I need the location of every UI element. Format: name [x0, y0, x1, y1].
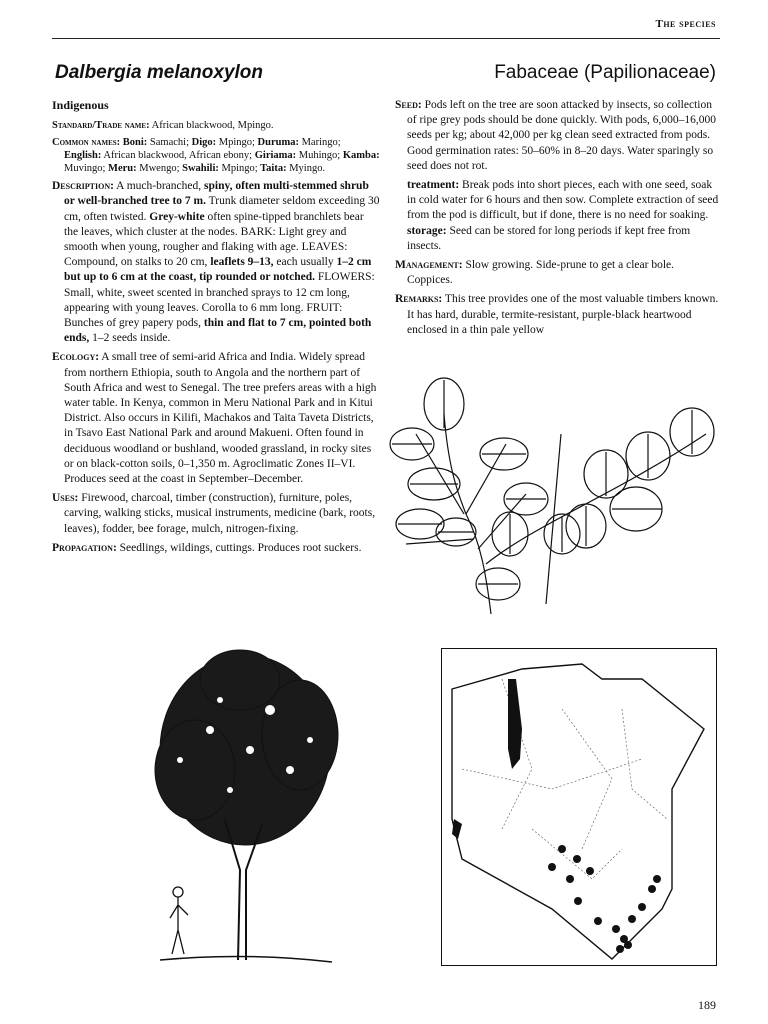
description-text: FLOWERS: Small, white, sweet scented in branched sprays to 12 cm long, appearing with young leaves. Corolla to 6 mm long. FRUIT: Bunches of grey papery pods, [64, 271, 375, 330]
description-text: Trunk diameter seldom exceeding 30 cm, often twisted. [64, 195, 380, 223]
lang-names: Muhingo; [296, 150, 341, 162]
lang-label: Kamba: [340, 150, 380, 162]
propagation-label: Propagation: [52, 541, 117, 554]
page-number: 189 [698, 998, 716, 1012]
kenya-map [442, 649, 716, 965]
lang-label: Boni: [120, 137, 148, 149]
seed-label: Seed: [395, 99, 422, 111]
description-bold: thin and flat to 7 cm, pointed both ends, [64, 317, 372, 345]
lang-names: African blackwood, African ebony; [101, 150, 253, 162]
management-entry [395, 258, 720, 288]
lang-label: Taita: [257, 163, 287, 175]
uses-label: Uses: [52, 492, 79, 505]
lang-label: Giriama: [252, 150, 297, 162]
description-text: A much-branched, [113, 180, 204, 193]
description-bold: Grey-white [149, 210, 205, 223]
leaflet [504, 483, 548, 515]
occurrence-points [548, 845, 661, 953]
leaflet [544, 514, 580, 554]
lang-names: Mpingo; [218, 163, 258, 175]
description-text: often spine-tipped branchlets bear the leaves, which cluster at the nodes. BARK: Light grey and smooth when young, rougher and flaking with age. LEAVES: Compound, on stalks to 20 cm, [64, 210, 364, 269]
leaflet [436, 518, 476, 546]
tree-illustration [150, 640, 340, 980]
distribution-map [441, 648, 717, 966]
storage-label: storage: [407, 224, 447, 237]
leaflet [424, 378, 464, 430]
human-figure [170, 887, 188, 954]
treatment-label: treatment: [407, 179, 460, 192]
description-bold: 1–2 cm but up to 6 cm at the coast, tip rounded or notched. [64, 256, 372, 284]
seed-text: Pods left on the tree are soon attacked by insects, so collection of ripe grey pods should be done quickly. With pods, 6,000–16,000 seeds per kg; about 42,000 per kg clean seed extracted from pods. Good germination rates: 50–60% in 8–20 days. Water sparingly so seed does not rot. [407, 99, 717, 172]
leaflet [566, 504, 606, 548]
uses-entry [52, 491, 380, 537]
ecology-label: Ecology: [52, 351, 100, 364]
leaflet [610, 487, 662, 531]
leaflet [390, 428, 434, 460]
leaf-branch-illustration [386, 374, 722, 618]
header-rule [52, 38, 720, 39]
seed-entry [395, 98, 720, 174]
species-title: Dalbergia melanoxylon [55, 62, 264, 83]
storage-text: Seed can be stored for long periods if kept free from insects. [407, 224, 691, 252]
lang-names: Mpingo; [216, 137, 255, 149]
storage-entry [395, 224, 720, 254]
lang-names: Mwengo; [136, 163, 180, 175]
leaflet [670, 408, 714, 456]
ecology-text: A small tree of semi-arid Africa and India. Widely spread from northern Ethiopia, south to Angola and the northern part of South Africa and west to Senegal. The tree prefers areas with a high water table. In Kenya, common in Meru National Park and in Kitui District. Also occurs in Kilifi, Machakos and Taita Taveta Districts, in Tsavo East National Park and around Makueni. Often found in deciduous woodland or bushland, wooded grassland, in rocky sites or on black-cotton soils, 0–1,350 m. Agroclimatic Zones II–VI. Produces seed at the coast in September–December. [64, 351, 377, 486]
lang-label: English: [64, 150, 102, 162]
remarks-entry [395, 292, 720, 338]
lang-label: Swahili: [179, 163, 219, 175]
leaflet [480, 438, 528, 470]
remarks-label: Remarks: [395, 293, 443, 306]
lang-label: Digo: [189, 137, 217, 149]
distribution-region [452, 819, 462, 839]
management-text: Slow growing. Side-prune to get a clear bole. Coppices. [407, 259, 674, 287]
management-label: Management: [395, 259, 463, 272]
standard-name-text: African blackwood, Mpingo. [149, 120, 274, 132]
description-entry [52, 179, 380, 346]
lang-label: Duruma: [254, 137, 299, 149]
right-column [395, 98, 720, 342]
treatment-entry [395, 178, 720, 224]
propagation-entry [52, 541, 380, 556]
leaflet [408, 468, 460, 500]
lang-names: Maringo; [298, 137, 341, 149]
family-title: Fabaceae (Papilionaceae) [494, 62, 716, 83]
running-head: The species [655, 18, 716, 30]
leaflet [476, 568, 520, 600]
lang-names: Muvingo; [64, 163, 106, 175]
propagation-text: Seedlings, wildings, cuttings. Produces root suckers. [116, 541, 362, 554]
lang-names: Samachi; [147, 137, 189, 149]
description-text: each usually [273, 256, 337, 269]
uses-text: Firewood, charcoal, timber (construction), furniture, poles, carving, walking sticks, musical instruments, medicine (bark, roots, leaves), fodder, bee forage, mulch, nitrogen-fixing. [64, 492, 376, 535]
leaflet [492, 512, 528, 556]
status-label: Indigenous [52, 98, 109, 112]
description-bold: spiny, often multi-stemmed shrub or well-branched tree to 7 m. [64, 180, 369, 208]
standard-name-label: Standard/Trade name: [52, 120, 150, 132]
description-label: Description: [52, 180, 114, 193]
lang-label: Meru: [105, 163, 137, 175]
ecology-entry [52, 350, 380, 487]
standard-name-entry [52, 119, 380, 132]
leaflet [626, 432, 670, 480]
treatment-text: Break pods into short pieces, each with one seed, soak in cold water for 6 hours and then sow. Complete extraction of seed from the pod is difficult, but if done, there is no need for soaking. [407, 179, 719, 222]
description-bold: leaflets 9–13, [210, 256, 274, 269]
common-names-label: Common names: [52, 137, 121, 149]
description-text: 1–2 seeds inside. [89, 332, 171, 345]
left-column [52, 98, 380, 560]
distribution-region [508, 679, 522, 769]
lang-names: Myingo. [286, 163, 326, 175]
remarks-text: This tree provides one of the most valuable timbers known. It has hard, durable, termite-resistant, purple-black heartwood enclosed in a thin pale yellow [407, 293, 719, 336]
common-names-entry [52, 136, 380, 175]
